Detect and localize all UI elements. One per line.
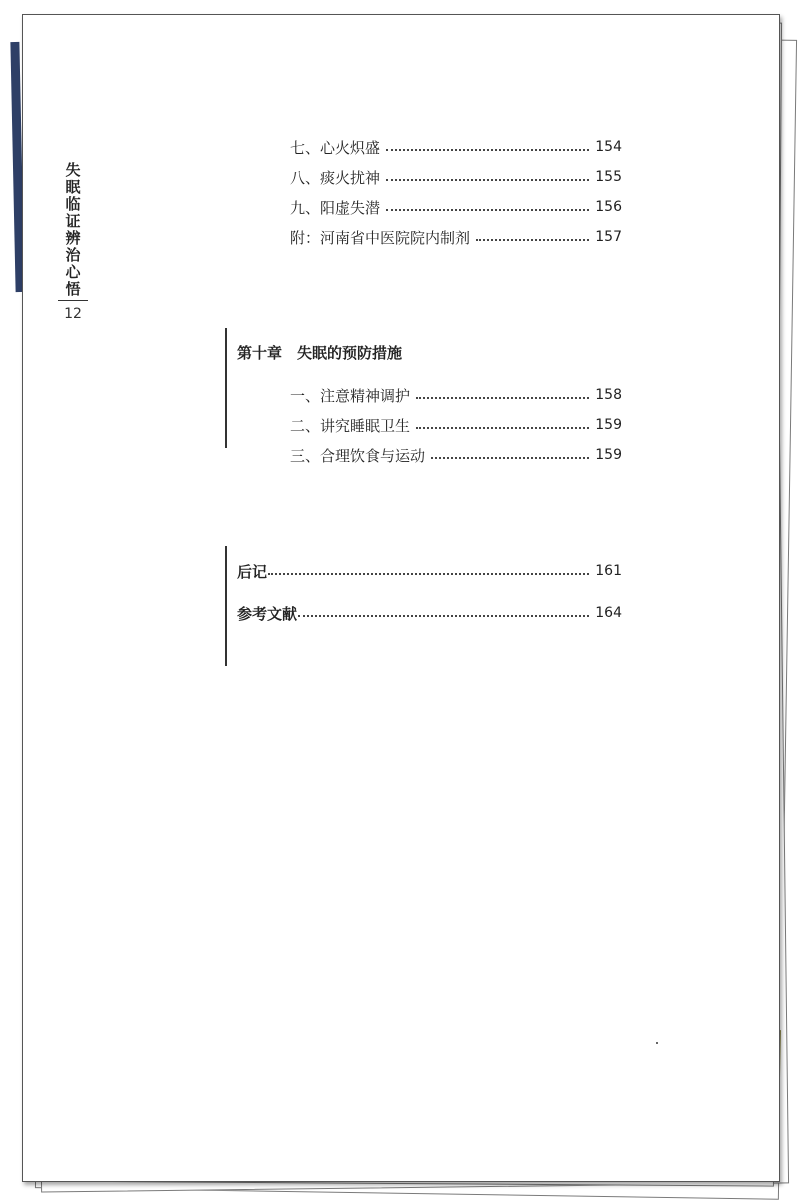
toc-entry-label: 七、心火炽盛	[290, 138, 381, 157]
toc-entry[interactable]	[290, 226, 622, 248]
dot-leader	[476, 239, 589, 241]
dot-leader	[386, 209, 589, 211]
chapter-title[interactable]: 第十章 失眠的预防措施	[237, 344, 403, 362]
toc-entry-label: 九、阳虚失潜	[290, 198, 381, 217]
book-page	[22, 14, 780, 1182]
running-title-rule	[58, 300, 88, 301]
dot-leader	[268, 573, 589, 575]
toc-entry[interactable]	[290, 136, 622, 158]
toc-entry-label: 二、讲究睡眠卫生	[290, 416, 411, 435]
dot-leader	[416, 427, 589, 429]
toc-entry-label: 一、注意精神调护	[290, 386, 411, 405]
toc-entry[interactable]	[290, 384, 622, 406]
toc-entry[interactable]	[290, 414, 622, 436]
toc-entry-page: 161	[595, 563, 622, 579]
toc-entry-page: 158	[595, 387, 622, 403]
toc-entry[interactable]	[237, 602, 622, 624]
toc-entry-page: 155	[595, 169, 622, 185]
toc-entry-label: 后记	[237, 562, 268, 581]
back-matter-bar	[225, 546, 227, 666]
toc-entry-page: 159	[595, 447, 622, 463]
toc-entry-label: 八、痰火扰神	[290, 168, 381, 187]
page-number: 12	[64, 306, 82, 322]
dot-leader	[431, 457, 589, 459]
toc-entry-label: 参考文献	[237, 604, 298, 623]
dot-leader	[386, 149, 589, 151]
toc-entry[interactable]	[237, 560, 622, 582]
toc-entry[interactable]	[290, 196, 622, 218]
paper-speck	[656, 1042, 658, 1044]
toc-entry[interactable]	[290, 166, 622, 188]
dot-leader	[416, 397, 589, 399]
toc-entry-label: 三、合理饮食与运动	[290, 446, 426, 465]
toc-entry-page: 159	[595, 417, 622, 433]
chapter-bar	[225, 328, 227, 448]
toc-entry-page: 156	[595, 199, 622, 215]
toc-entry-page: 157	[595, 229, 622, 245]
toc-entry[interactable]	[290, 444, 622, 466]
dot-leader	[386, 179, 589, 181]
running-book-title: 失眠临证辨治心悟	[65, 161, 81, 298]
toc-entry-page: 164	[595, 605, 622, 621]
toc-entry-page: 154	[595, 139, 622, 155]
dot-leader	[298, 615, 589, 617]
toc-entry-label: 附：河南省中医院院内制剂	[290, 228, 471, 247]
